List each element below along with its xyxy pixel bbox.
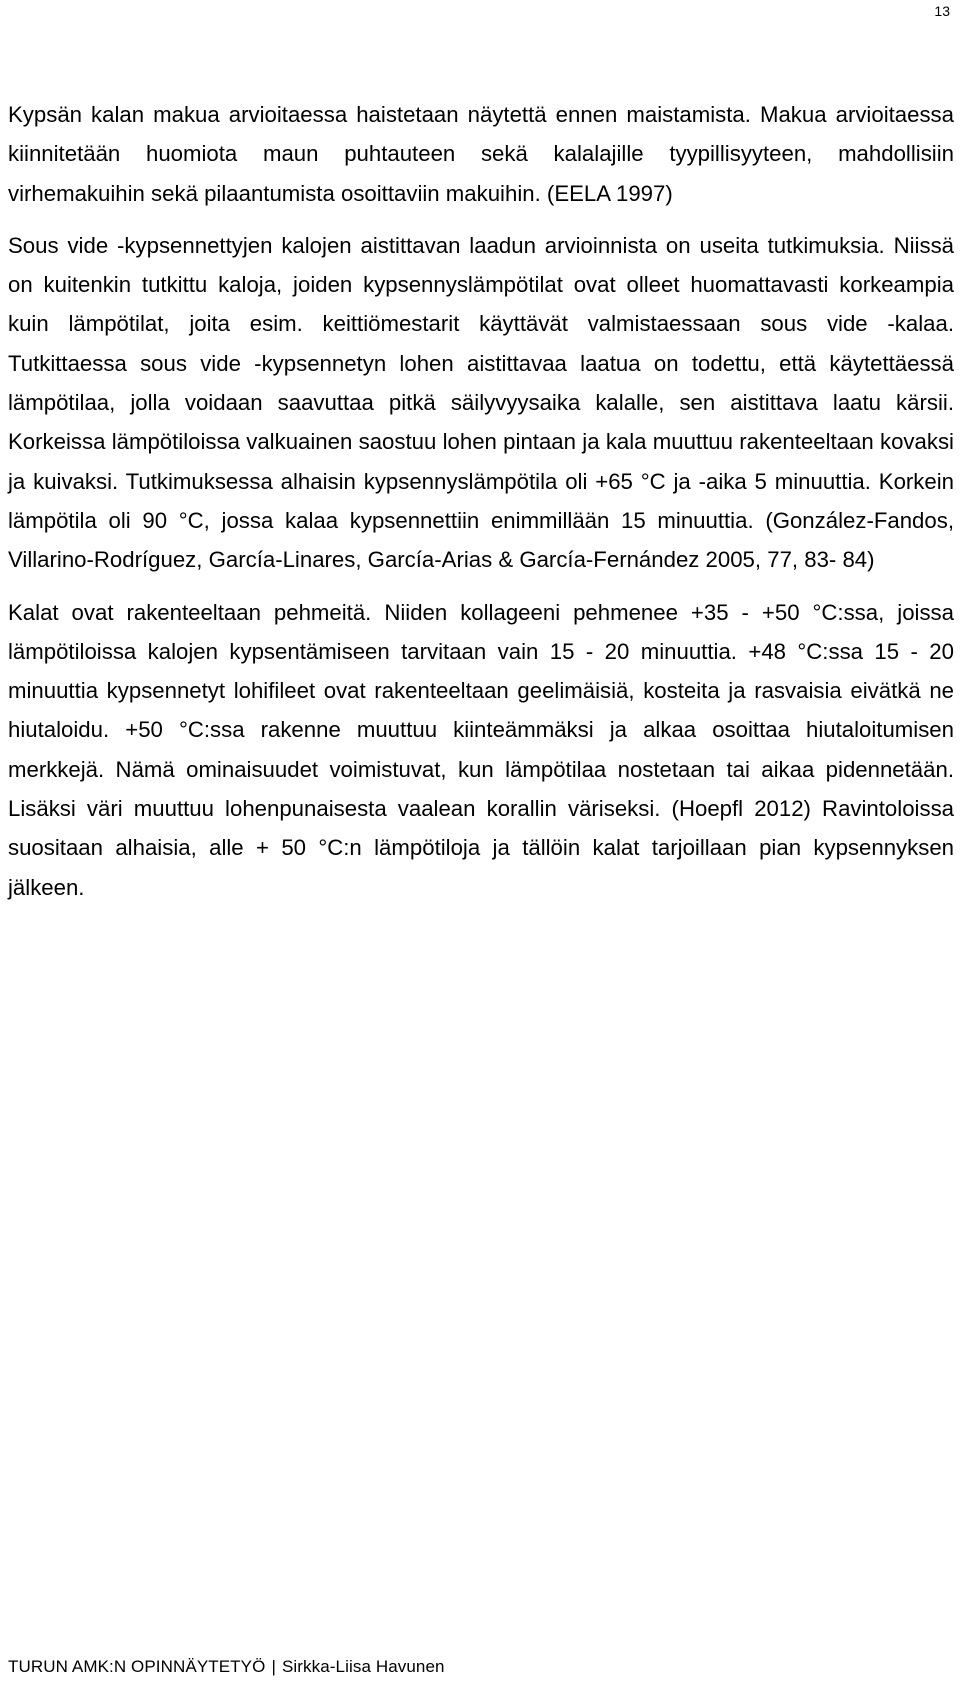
document-body bbox=[8, 95, 954, 907]
paragraph-taste-evaluation: Kypsän kalan makua arvioitaessa haistetaan näytettä ennen maistamista. Makua arvioitaessa kiinnitetään huomiota maun puhtauteen sekä kalalajille tyypillisyyteen, mahdollisiin virhemakuihin sekä pilaantumista osoittaviin makuihin. (EELA 1997) bbox=[8, 102, 954, 206]
paragraph-fish-texture: Kalat ovat rakenteeltaan pehmeitä. Niiden kollageeni pehmenee +35 - +50 °C:ssa, joissa lämpötiloissa kalojen kypsentämiseen tarvitaan vain 15 - 20 minuuttia. +48 °C:ssa 15 - 20 minuuttia kypsennetyt lohifileet ovat rakenteeltaan geelimäisiä, kosteita ja rasvaisia eivätkä ne hiutaloidu. +50 °C:ssa rakenne muuttuu kiinteämmäksi ja alkaa osoittaa hiutaloitumisen merkkejä. Nämä ominaisuudet voimistuvat, kun lämpötilaa nostetaan tai aikaa pidennetään. Lisäksi väri muuttuu lohenpunaisesta vaalean korallin väriseksi. (Hoepfl 2012) Ravintoloissa suositaan alhaisia, alle + 50 °C:n lämpötiloja ja tällöin kalat tarjoillaan pian kypsennyksen jälkeen. bbox=[8, 599, 954, 900]
footer-institution: TURUN AMK:N OPINNÄYTETYÖ bbox=[8, 1657, 266, 1676]
footer-author: Sirkka-Liisa Havunen bbox=[281, 1657, 445, 1676]
page-footer bbox=[8, 1656, 445, 1678]
page-number: 13 bbox=[934, 3, 950, 19]
paragraph-sous-vide-research: Sous vide -kypsennettyjen kalojen aistittavan laadun arvioinnista on useita tutkimuksia. Niissä on kuitenkin tutkittu kaloja, joiden kypsennyslämpötilat ovat olleet huomattavasti korkeampia kuin lämpötilat, joita esim. keittiömestarit käyttävät valmistaessaan sous vide -kalaa. Tutkittaessa sous vide -kypsennetyn lohen aistittavaa laatua on todettu, että käytettäessä lämpötilaa, jolla voidaan saavuttaa pitkä säilyvyysaika kalalle, sen aistittava laatu kärsii. Korkeissa lämpötiloissa valkuainen saostuu lohen pintaan ja kala muuttuu rakenteeltaan kovaksi ja kuivaksi. Tutkimuksessa alhaisin kypsennyslämpötila oli +65 °C ja -aika 5 minuuttia. Korkein lämpötila oli 90 °C, jossa kalaa kypsennettiin enimmillään 15 minuuttia. (González-Fandos, Villarino-Rodríguez, García-Linares, García-Arias & García-Fernández 2005, 77, 83- 84) bbox=[8, 232, 954, 573]
footer-separator: | bbox=[271, 1657, 276, 1676]
